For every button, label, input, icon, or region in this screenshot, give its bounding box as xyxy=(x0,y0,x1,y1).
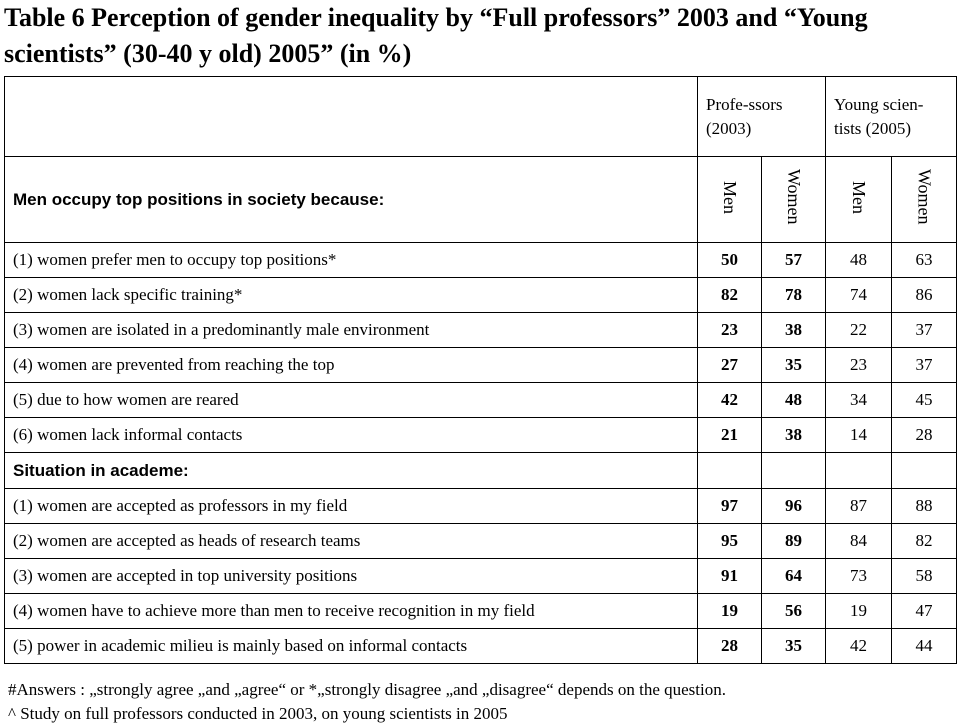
value-cell: 87 xyxy=(826,489,892,524)
col-young-women: Women xyxy=(892,157,957,243)
table-row xyxy=(5,278,957,313)
value-cell: 48 xyxy=(826,243,892,278)
value-cell: 82 xyxy=(892,524,957,559)
value-cell: 47 xyxy=(892,594,957,629)
row-label: (5) due to how women are reared xyxy=(5,383,698,418)
value-cell: 28 xyxy=(698,629,762,664)
value-cell: 19 xyxy=(698,594,762,629)
footnote-study: ^ Study on full professors conducted in 2003, on young scientists in 2005 xyxy=(8,704,508,723)
value-cell: 91 xyxy=(698,559,762,594)
value-cell: 82 xyxy=(698,278,762,313)
row-label: (2) women are accepted as heads of research teams xyxy=(5,524,698,559)
section2-heading: Situation in academe: xyxy=(5,453,698,489)
row-label: (1) women are accepted as professors in my field xyxy=(5,489,698,524)
group-young-scientists: Young scien-tists (2005) xyxy=(826,77,957,157)
row-label: (4) women have to achieve more than men to receive recognition in my field xyxy=(5,594,698,629)
row-label: (6) women lack informal contacts xyxy=(5,418,698,453)
value-cell: 74 xyxy=(826,278,892,313)
table-row xyxy=(5,629,957,664)
empty-header-cell xyxy=(5,77,698,157)
col-young-men: Men xyxy=(826,157,892,243)
value-cell: 38 xyxy=(762,313,826,348)
value-cell: 63 xyxy=(892,243,957,278)
table-row xyxy=(5,313,957,348)
value-cell: 48 xyxy=(762,383,826,418)
table-title: Table 6 Perception of gender inequality by “Full professors” 2003 and “Young scientists” (30-40 y old) 2005” (in %) xyxy=(4,3,868,68)
row-label: (4) women are prevented from reaching the top xyxy=(5,348,698,383)
table-row xyxy=(5,524,957,559)
value-cell: 28 xyxy=(892,418,957,453)
table-row xyxy=(5,489,957,524)
value-cell: 88 xyxy=(892,489,957,524)
table-row xyxy=(5,594,957,629)
value-cell: 96 xyxy=(762,489,826,524)
value-cell: 84 xyxy=(826,524,892,559)
table-row xyxy=(5,383,957,418)
value-cell: 97 xyxy=(698,489,762,524)
empty-cell xyxy=(826,453,892,489)
value-cell: 95 xyxy=(698,524,762,559)
value-cell: 58 xyxy=(892,559,957,594)
value-cell: 57 xyxy=(762,243,826,278)
row-label: (2) women lack specific training* xyxy=(5,278,698,313)
empty-cell xyxy=(892,453,957,489)
table-row xyxy=(5,418,957,453)
value-cell: 42 xyxy=(826,629,892,664)
value-cell: 23 xyxy=(826,348,892,383)
value-cell: 37 xyxy=(892,313,957,348)
value-cell: 73 xyxy=(826,559,892,594)
group-header-row xyxy=(5,77,957,157)
value-cell: 64 xyxy=(762,559,826,594)
col-professors-women: Women xyxy=(762,157,826,243)
table-row xyxy=(5,348,957,383)
value-cell: 21 xyxy=(698,418,762,453)
value-cell: 86 xyxy=(892,278,957,313)
row-label: (1) women prefer men to occupy top positions* xyxy=(5,243,698,278)
section1-heading: Men occupy top positions in society because: xyxy=(5,157,698,243)
row-label: (5) power in academic milieu is mainly based on informal contacts xyxy=(5,629,698,664)
value-cell: 14 xyxy=(826,418,892,453)
value-cell: 19 xyxy=(826,594,892,629)
value-cell: 38 xyxy=(762,418,826,453)
value-cell: 37 xyxy=(892,348,957,383)
empty-cell xyxy=(698,453,762,489)
value-cell: 35 xyxy=(762,629,826,664)
row-label: (3) women are isolated in a predominantly male environment xyxy=(5,313,698,348)
value-cell: 78 xyxy=(762,278,826,313)
value-cell: 89 xyxy=(762,524,826,559)
group-professors: Profe-ssors (2003) xyxy=(698,77,826,157)
value-cell: 45 xyxy=(892,383,957,418)
section-heading-row xyxy=(5,453,957,489)
col-professors-men: Men xyxy=(698,157,762,243)
value-cell: 35 xyxy=(762,348,826,383)
value-cell: 34 xyxy=(826,383,892,418)
value-cell: 42 xyxy=(698,383,762,418)
table-row xyxy=(5,559,957,594)
value-cell: 27 xyxy=(698,348,762,383)
value-cell: 44 xyxy=(892,629,957,664)
value-cell: 50 xyxy=(698,243,762,278)
value-cell: 56 xyxy=(762,594,826,629)
value-cell: 23 xyxy=(698,313,762,348)
value-cell: 22 xyxy=(826,313,892,348)
table-row xyxy=(5,243,957,278)
footnotes xyxy=(8,678,726,726)
empty-cell xyxy=(762,453,826,489)
column-header-row xyxy=(5,157,957,243)
footnote-answers: #Answers : „strongly agree „and „agree“ or *„strongly disagree „and „disagree“ depends on the question. xyxy=(8,680,726,699)
data-table xyxy=(4,76,957,664)
row-label: (3) women are accepted in top university positions xyxy=(5,559,698,594)
